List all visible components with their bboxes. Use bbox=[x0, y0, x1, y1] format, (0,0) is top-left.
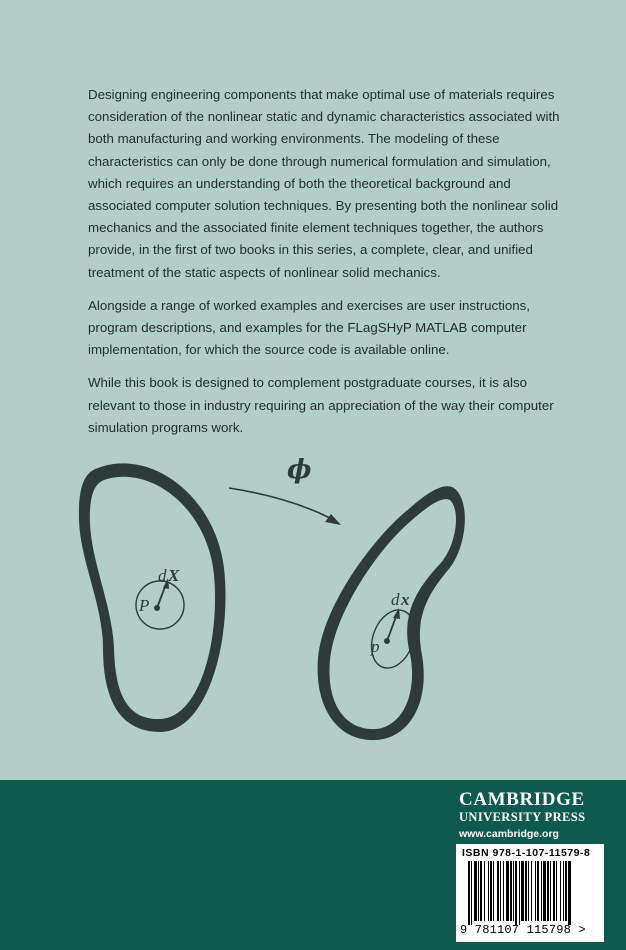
blurb-paragraph-3: While this book is designed to complement postgraduate courses, it is also relevant to those in industry requiring an appreciation of the way their computer simulation programs work. bbox=[88, 375, 554, 435]
barcode bbox=[456, 844, 604, 942]
barcode-digits: 9 781107 115798 > bbox=[460, 923, 586, 937]
initial-body-shape bbox=[79, 463, 226, 732]
current-element-d: d bbox=[391, 590, 400, 609]
deformation-figure bbox=[0, 440, 626, 780]
mapping-arrow bbox=[229, 488, 330, 518]
blurb-paragraph-2: Alongside a range of worked examples and exercises are user instructions, program descriptions, and examples for the FLagSHyP MATLAB computer implementation, for which the source code is available online. bbox=[88, 297, 530, 358]
mapping-label: ϕ bbox=[287, 455, 312, 485]
back-cover-blurb bbox=[88, 84, 568, 450]
current-point-label: p bbox=[371, 637, 380, 656]
current-element-var: x bbox=[401, 590, 410, 609]
mapping-arrowhead bbox=[325, 514, 341, 525]
initial-element-var: X bbox=[168, 566, 180, 585]
publisher-logo bbox=[459, 790, 609, 841]
initial-point-label: P bbox=[139, 596, 150, 615]
publisher-subname: UNIVERSITY PRESS bbox=[459, 810, 586, 824]
footer-band bbox=[0, 780, 626, 950]
initial-element-d: d bbox=[158, 566, 167, 585]
publisher-website: www.cambridge.org bbox=[459, 828, 559, 840]
initial-point-dot bbox=[154, 605, 160, 611]
publisher-name: CAMBRIDGE bbox=[459, 789, 585, 810]
isbn-text: ISBN 978-1-107-11579-8 bbox=[462, 847, 591, 859]
current-point-dot bbox=[384, 638, 390, 644]
blurb-paragraph-1: Designing engineering components that make optimal use of materials requires consideration of the nonlinear static and dynamic characteristics associated with both manufacturing and working environments. The modeling of these characteristics can only be done through numerical formulation and simulation, which requires an understanding of both the theoretical background and associated computer solution techniques. By presenting both the nonlinear solid mechanics and the associated finite element techniques together, the authors provide, in the first of two books in this series, a complete, clear, and unified treatment of the static aspects of nonlinear solid mechanics. bbox=[88, 87, 560, 280]
